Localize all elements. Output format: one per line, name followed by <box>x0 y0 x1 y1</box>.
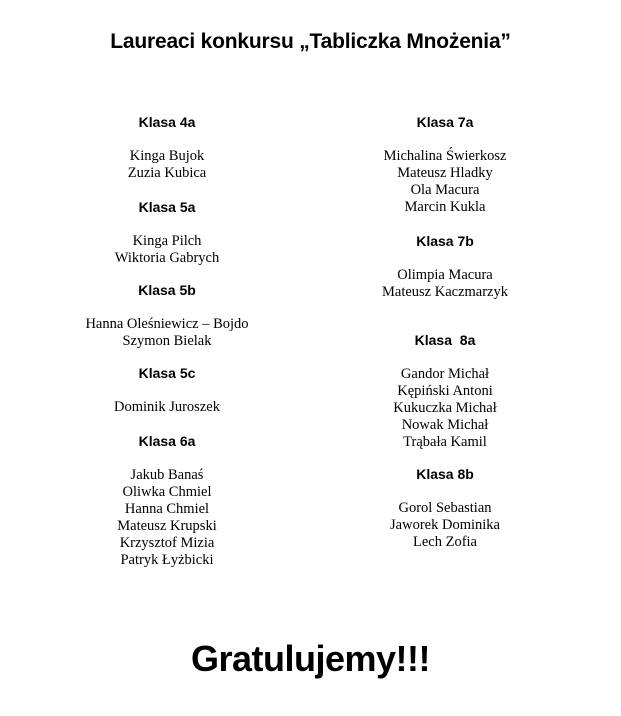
class-heading: Klasa 6a <box>138 432 196 449</box>
student-name: Lech Zofia <box>412 533 477 550</box>
student-name: Hanna Chmiel <box>124 500 210 517</box>
student-name: Oliwka Chmiel <box>122 483 212 500</box>
class-heading: Klasa 5a <box>138 199 196 215</box>
student-name: Marcin Kukla <box>404 199 486 215</box>
student-name: Mateusz Hladky <box>397 165 493 181</box>
congratulations-message: Gratulujemy!!! <box>190 638 431 679</box>
left-column <box>52 114 282 583</box>
student-list <box>330 500 560 551</box>
student-name: Jakub Banaś <box>130 466 204 483</box>
student-name: Mateusz Kaczmarzyk <box>381 284 508 300</box>
class-heading: Klasa 8a <box>414 332 476 348</box>
student-list <box>330 148 560 216</box>
student-name: Kępiński Antoni <box>397 383 493 399</box>
student-name: Patryk Łyżbicki <box>120 551 214 568</box>
student-name: Kinga Pilch <box>132 233 202 249</box>
class-block-7b <box>330 233 560 301</box>
student-name: Krzysztof Mizia <box>119 534 215 551</box>
student-name: Trąbała Kamil <box>403 434 487 450</box>
class-heading: Klasa 4a <box>138 114 196 130</box>
student-name: Jaworek Dominika <box>390 516 500 533</box>
right-column <box>330 114 560 565</box>
student-name: Kukuczka Michał <box>393 400 497 416</box>
student-name: Gorol Sebastian <box>398 499 492 516</box>
student-name: Gandor Michał <box>400 366 490 382</box>
class-block-5c <box>52 365 282 416</box>
class-block-4a <box>52 114 282 182</box>
student-name: Hanna Oleśniewicz – Bojdo <box>85 315 249 332</box>
student-name: Ola Macura <box>410 182 480 198</box>
student-name: Kinga Bujok <box>129 148 205 164</box>
class-heading: Klasa 8b <box>416 465 474 482</box>
student-list <box>52 148 282 182</box>
class-heading: Klasa 5c <box>138 364 196 381</box>
page-title: Laureaci konkursu „Tabliczka Mnożenia” <box>110 30 511 53</box>
student-name: Szymon Bielak <box>122 332 212 349</box>
student-list <box>330 366 560 451</box>
student-name: Mateusz Krupski <box>117 517 217 534</box>
student-name: Nowak Michał <box>401 417 489 433</box>
class-block-5a <box>52 199 282 267</box>
class-block-8a <box>330 332 560 451</box>
class-block-8b <box>330 466 560 551</box>
student-name: Dominik Juroszek <box>114 398 220 415</box>
student-list <box>330 267 560 301</box>
class-block-5b <box>52 282 282 350</box>
student-name: Olimpia Macura <box>397 267 493 283</box>
student-list <box>52 316 282 350</box>
student-list <box>52 467 282 569</box>
student-name: Zuzia Kubica <box>127 165 207 181</box>
class-block-7a <box>330 114 560 216</box>
class-heading: Klasa 7a <box>416 114 474 130</box>
class-heading: Klasa 7b <box>416 233 474 249</box>
student-list <box>52 399 282 416</box>
student-list <box>52 233 282 267</box>
class-heading: Klasa 5b <box>138 281 196 298</box>
student-name: Wiktoria Gabrych <box>114 250 220 266</box>
class-block-6a <box>52 433 282 569</box>
student-name: Michalina Świerkosz <box>383 148 507 164</box>
